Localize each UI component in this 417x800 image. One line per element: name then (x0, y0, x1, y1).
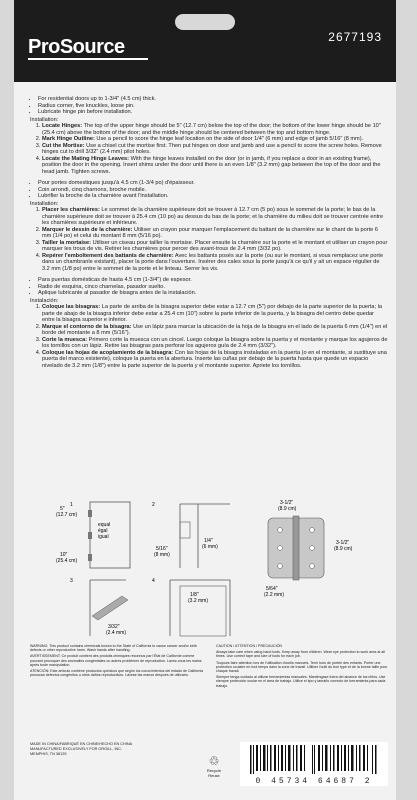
bottom-panel (30, 742, 388, 794)
caution-notice: CAUTION / ATTENTION / PRECAUCIÓN Always take care when using hand tools. Keep away from children. Wear eye protection to work area at all times. Use correct tape and size of tools for each job. Toujours faire attention lors de l'utilisation d'outils manuels. Tenir hors de portée des enfants. Porter une protection oculaire en tout temps dans la zone de travail. Utiliser l'outil du bon type et de la bonne taille pour chaque travail. Siempre tenga cuidado al utilizar herramientas manuales. Manténgase fuera del alcance de los niños. Use siempre protección ocular en el área de trabajo. Utilice el tipo y tamaño correcto de herramienta para cada trabajo. (216, 644, 388, 688)
diagram-2-number: 2 (152, 502, 155, 508)
chisel-icon (92, 596, 128, 620)
recycle-icon: ♲ Recycle Reuse (206, 754, 222, 778)
jamb-outline (180, 504, 230, 568)
diagram-1-number: 1 (70, 502, 73, 508)
diagram-3-number: 3 (70, 578, 73, 584)
es-bullet: • Radio de esquina, cinco charnelas, pasador suelto. (38, 284, 388, 291)
d2-a-mm: (8 mm) (154, 552, 170, 558)
barcode (240, 742, 388, 786)
es-step: 3. Corte la muesca: Primero corte la muesca con un cincel. Luego coloque la bisagra sobre la puerta y el montante y marque los agujeros de los tornillos con un lápiz. Retire las bisagras para perforar los agujeros guía de 2.4 mm (3/32"). (42, 337, 388, 350)
diagram-4-number: 4 (152, 578, 155, 584)
diagram-3 (70, 578, 128, 636)
barcode-bars (240, 742, 388, 774)
d2-b: 1/4" (204, 538, 213, 544)
fr-step: 2. Marquer le dessin de la charnière: Utiliser un crayon pour marquer l'emplacement du battant de la charnière sur le chant de la porte 6 mm (1/4 po) et celui du montant 8 mm (5/16 po). (42, 227, 388, 240)
d2-b-mm: (6 mm) (202, 544, 218, 550)
door-in-frame (180, 586, 226, 636)
d1-equal: equal (98, 522, 111, 528)
d3-a: 3/32" (108, 624, 120, 630)
fr-bullet: • Lubrifier la broche de la charnière avant l'installation. (38, 193, 388, 200)
d1-top-cm: (12.7 cm) (56, 512, 78, 518)
hinge-top (88, 510, 92, 517)
en-step: 2. Mark Hinge Outline: Use a pencil to score the hinge leaf location on the side of door 1/4" (6 mm) and edge of jamb 5/16" (8 mm). (42, 136, 388, 143)
fr-heading: Installation: (30, 200, 59, 207)
d1-egal: égal (98, 528, 108, 534)
installation-diagrams (30, 496, 388, 638)
hinge-bottom (88, 554, 92, 561)
hinge-middle (88, 532, 92, 539)
logo-underline (28, 58, 148, 60)
diagram-1 (56, 502, 130, 568)
d4-a-mm: (3.2 mm) (188, 598, 208, 604)
es-bullet: • Para puertas domésticas de hasta 4.5 cm (1-3/4") de espesor. (38, 277, 388, 284)
en-step: 1. Locate Hinges: The top of the upper hinge should be 5" (12.7 cm) below the top of the door; the bottom of the lower hinge should be 10" (25.4 cm) above the bottom of the door; and the middle hinge should be centered between the top and bottom hinge. (42, 123, 388, 136)
brand-logo: ProSource (28, 36, 125, 58)
hinge-diagram (264, 500, 353, 598)
en-step: 3. Cut the Mortise: Use a chisel cut the mortise first. Then put hinges on door and jamb and use a pencil to score the screw holes. Remove hinges cut to drill 3/32" (2.4 mm) pilot holes. (42, 143, 388, 156)
fr-step: 1. Placer les charnières: Le sommet de la charnière supérieure doit se trouver à 12.7 cm (5 po) sous le sommet de la porte; le bas de la charnière supérieure doit se trouver à 25.4 cm (10 po) au dessus du bas de la porte; et la charnière du milieu doit se trouver centrée entre les charnières supérieure et inférieure. (42, 207, 388, 227)
hinge-width-cm: (8.9 cm) (278, 506, 297, 512)
fr-bullet: • Pour portes domestiques jusqu'à 4.5 cm (1-3/4 po) d'épaisseur. (38, 180, 388, 187)
en-bullet: • Radius corner, five knuckles, loose pin. (38, 103, 388, 110)
hinge-radius: 5/64" (266, 586, 278, 592)
en-bullets (30, 96, 388, 116)
diagram-4 (152, 578, 230, 636)
hinge-width: 3-1/2" (280, 500, 294, 506)
es-bullets (30, 277, 388, 297)
fr-step: 3. Tailler la mortaise: Utiliser un ciseau pour tailler la mortaise. Placer ensuite la charnière sur la porte et le montant et utiliser un crayon pour marquer les trous de vis. Retirer les charnières pour percer des avant-trous de 2.4 mm (3/32 po). (42, 240, 388, 253)
d3-a-mm: (2.4 mm) (106, 630, 126, 636)
es-step: 1. Coloque las bisagras: La parte de arriba de la bisagra superior debe estar a 12.7 cm (5") por debajo de la parte superior de la puerta; la parte de abajo de la bisagra inferior debe estar a 25.4 cm (10") sobre la parte inferior de la puerta, y la bisagra del centro debe quedar entre la bisagra superior e inferior. (42, 304, 388, 324)
es-step: 2. Marque el contorno de la bisagra: Use un lápiz para marcar la ubicación de la hoja de la bisagra en el lado de la puerta 6 mm (1/4") en el borde del montante a 8 mm (5/16"). (42, 324, 388, 337)
fr-bullets (30, 180, 388, 200)
d4-a: 1/8" (190, 592, 199, 598)
en-bullet: • For residential doors up to 1-3/4" (4.5 cm) thick. (38, 96, 388, 103)
es-steps (30, 304, 388, 369)
hinge-height: 3-1/2" (336, 540, 350, 546)
fr-step: 4. Repérer l'emboîtement des battants de charnière: Avec les battants posés sur la porte (ou sur le montant, si vous remplacez une porte dans un chambranle existant), placer la porte dans l'ouverture. Insérer des cales sous la porte jusqu'à ce qu'il y ait un espace régulier de 3.2 mm (1/8 po) entre le sommet de la porte et le linteau. Serrer les vis. (42, 253, 388, 273)
es-step: 4. Coloque las hojas de acoplamiento de la bisagra: Con las hojas de la bisagra instaladas en la puerta (o en el montante, si sustituye una puerta del marco existente), coloque la puerta en la abertura. Inserte las cuñas por debajo de la puerta hasta que quede un espacio nivelado de 3.2 mm (1/8") entre la parte superior de la puerta y el montante superior. Apriete los tornillos. (42, 350, 388, 370)
en-bullet: • Lubricate hinge pin before installation. (38, 109, 388, 116)
en-steps (30, 123, 388, 175)
hinge-outline (180, 522, 190, 538)
prop65-warning: WARNING: This product contains chemicals known to the State of California to cause cancer and/or birth defects or other reproductive harm. Wash hands after handling. AVERTISSEMENT: Ce produit contient des produits chimiques reconnus par l'État de Californie comme pouvant provoquer des anomalies congénitales ou autres problèmes de reproduction. Lavez-vous les mains après toute manipulation. ATENCIÓN: Este artículo contiene productos químicos que según los conocimientos del estado de California provocan defectos congénitos u otros daños reproductivos. Lávese las manos después de utilizarlo. (30, 644, 204, 678)
diagram-2 (152, 502, 230, 568)
package-card (14, 0, 396, 800)
d1-igual: igual (98, 534, 109, 540)
es-bullet: • Aplique lubricante al pasador de bisagra antes de la instalación. (38, 290, 388, 297)
instructions (30, 96, 388, 369)
header-bar (14, 0, 396, 82)
d2-a: 5/16" (156, 546, 168, 552)
en-step: 4. Locate the Mating Hinge Leaves: With the hinge leaves installed on the door (or in jamb, if you replace a door in an existing frame), position the door in the opening. Insert shims under the door until there is an even 1/8" (3.2 mm) gap between the top of the door and the head jamb. Tighten screws. (42, 156, 388, 176)
door-outline (90, 502, 130, 568)
d1-top-label: 5" (60, 506, 65, 512)
hang-hole (175, 14, 235, 30)
frame-outline (170, 580, 230, 636)
made-in: MADE IN CHINA/FABRIQUÉ EN CHINE/HECHO EN CHINA MANUFACTURED EXCLUSIVELY FOR ORGILL, INC. MEMPHIS, TN 38125 (30, 742, 133, 756)
sku-number: 2677193 (328, 30, 382, 44)
es-heading: Instalación: (30, 297, 59, 304)
hinge-height-cm: (8.9 cm) (334, 546, 353, 552)
d1-bottom-label: 10" (60, 552, 68, 558)
d1-bottom-cm: (25.4 cm) (56, 558, 78, 564)
fr-bullet: • Coin arrondi, cinq charnons, broche mobile. (38, 187, 388, 194)
en-heading: Installation: (30, 116, 59, 123)
hinge-knuckle (293, 516, 299, 580)
hinge-radius-mm: (2.2 mm) (264, 592, 284, 598)
fr-steps (30, 207, 388, 272)
barcode-number: 0 45734 64687 2 (255, 777, 373, 786)
